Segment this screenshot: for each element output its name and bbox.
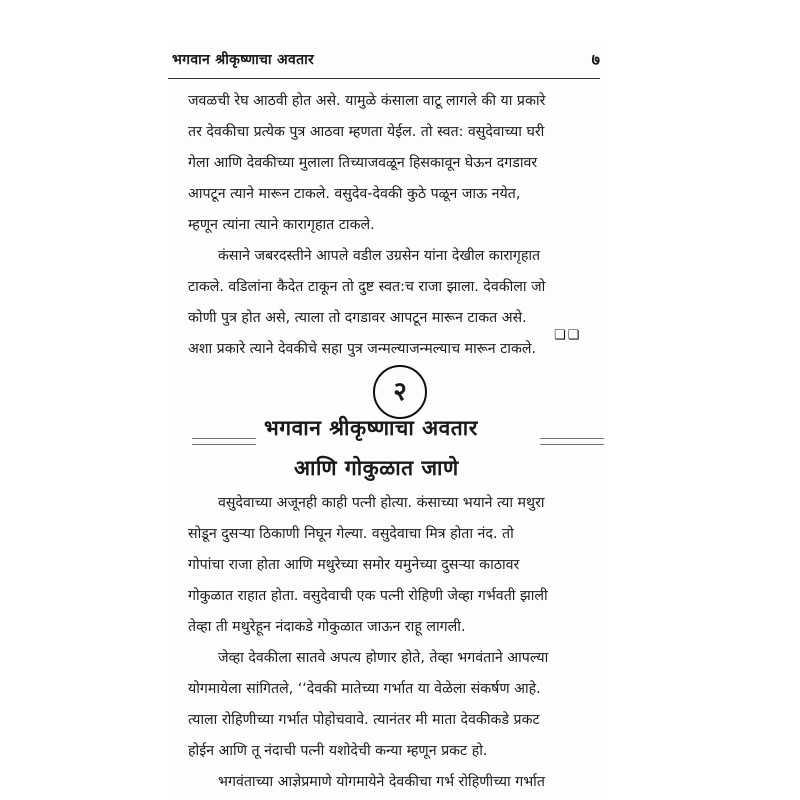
text-line: सोडून दुसऱ्या ठिकाणी निघून गेल्या. वसुदेवाचा मित्र होता नंद. तो [188, 526, 514, 542]
running-header-title: भगवान श्रीकृष्णाचा अवतार [172, 52, 315, 68]
decorative-rule-right [540, 438, 604, 445]
text-line: जेव्हा देवकीला सातवे अपत्य होणार होते, तेव्हा भगवंताने आपल्या [218, 650, 549, 666]
text-line: गोकुळात राहात होता. वसुदेवाची एक पत्नी रोहिणी जेव्हा गर्भवती झाली [188, 588, 548, 604]
text-line: तेव्हा ती मथुरेहून नंदाकडे गोकुळात जाऊन राहू लागली. [188, 619, 466, 635]
header-rule [168, 78, 600, 79]
text-line: गोपांचा राजा होता आणि मथुरेच्या समोर यमुनेच्या दुसऱ्या काठावर [188, 557, 520, 573]
paragraph [188, 643, 548, 767]
book-page [168, 40, 608, 800]
body-text-top [188, 86, 545, 365]
paragraph [188, 488, 548, 643]
text-line: तर देवकीचा प्रत्येक पुत्र आठवा म्हणता येईल. तो स्वत: वसुदेवाच्या घरी [188, 124, 545, 140]
text-line: अशा प्रकारे त्याने देवकीचे सहा पुत्र जन्मल्याजन्मल्याच मारून टाकले. [188, 341, 537, 357]
text-line: कोणी पुत्र होत असे, त्याला तो दगडावर आपटून मारून टाकत असे. [188, 310, 527, 326]
text-line: होईन आणि तू नंदाची पत्नी यशोदेची कन्या म्हणून प्रकट हो. [188, 743, 488, 759]
paragraph [188, 767, 548, 798]
text-line: कंसाने जबरदस्तीने आपले वडील उग्रसेन यांना देखील कारागृहात [218, 248, 541, 264]
section-end-mark: ❏❏ [554, 328, 582, 343]
text-line: त्याला रोहिणीच्या गर्भात पोहोचवावे. त्यानंतर मी माता देवकीकडे प्रकट [188, 712, 540, 728]
paragraph [188, 86, 545, 241]
text-line: वसुदेवाच्या अजूनही काही पत्नी होत्या. कंसाच्या भयाने त्या मथुरा [218, 495, 545, 511]
text-line: म्हणून त्यांना त्याने कारागृहात टाकले. [188, 217, 375, 233]
text-line: भगवंताच्या आज्ञेप्रमाणे योगमायेने देवकीचा गर्भ रोहिणीच्या गर्भात [218, 774, 545, 790]
body-text-bottom [188, 488, 548, 798]
text-line: गेला आणि देवकीच्या मुलाला तिच्याजवळून हिसकावून घेऊन दगडावर [188, 155, 538, 171]
page-number: ७ [591, 50, 600, 69]
chapter-title-line-1: भगवान श्रीकृष्णाचा अवतार [264, 416, 478, 440]
decorative-rule-left [192, 438, 256, 445]
running-header [168, 48, 600, 74]
text-line: योगमायेला सांगितले, ‘‘देवकी मातेच्या गर्भात या वेळेला संकर्षण आहे. [188, 681, 541, 697]
text-line: आपटून त्याने मारून टाकले. वसुदेव-देवकी कुठे पळून जाऊ नयेत, [188, 186, 521, 202]
text-line: जवळची रेघ आठवी होत असे. यामुळे कंसाला वाटू लागले की या प्रकारे [188, 93, 546, 109]
chapter-title-line-2: आणि गोकुळात जाणे [294, 456, 459, 480]
chapter-number: २ [373, 365, 427, 419]
paragraph [188, 241, 545, 365]
text-line: टाकले. वडिलांना कैदेत टाकून तो दुष्ट स्वत:च राजा झाला. देवकीला जो [188, 279, 546, 295]
